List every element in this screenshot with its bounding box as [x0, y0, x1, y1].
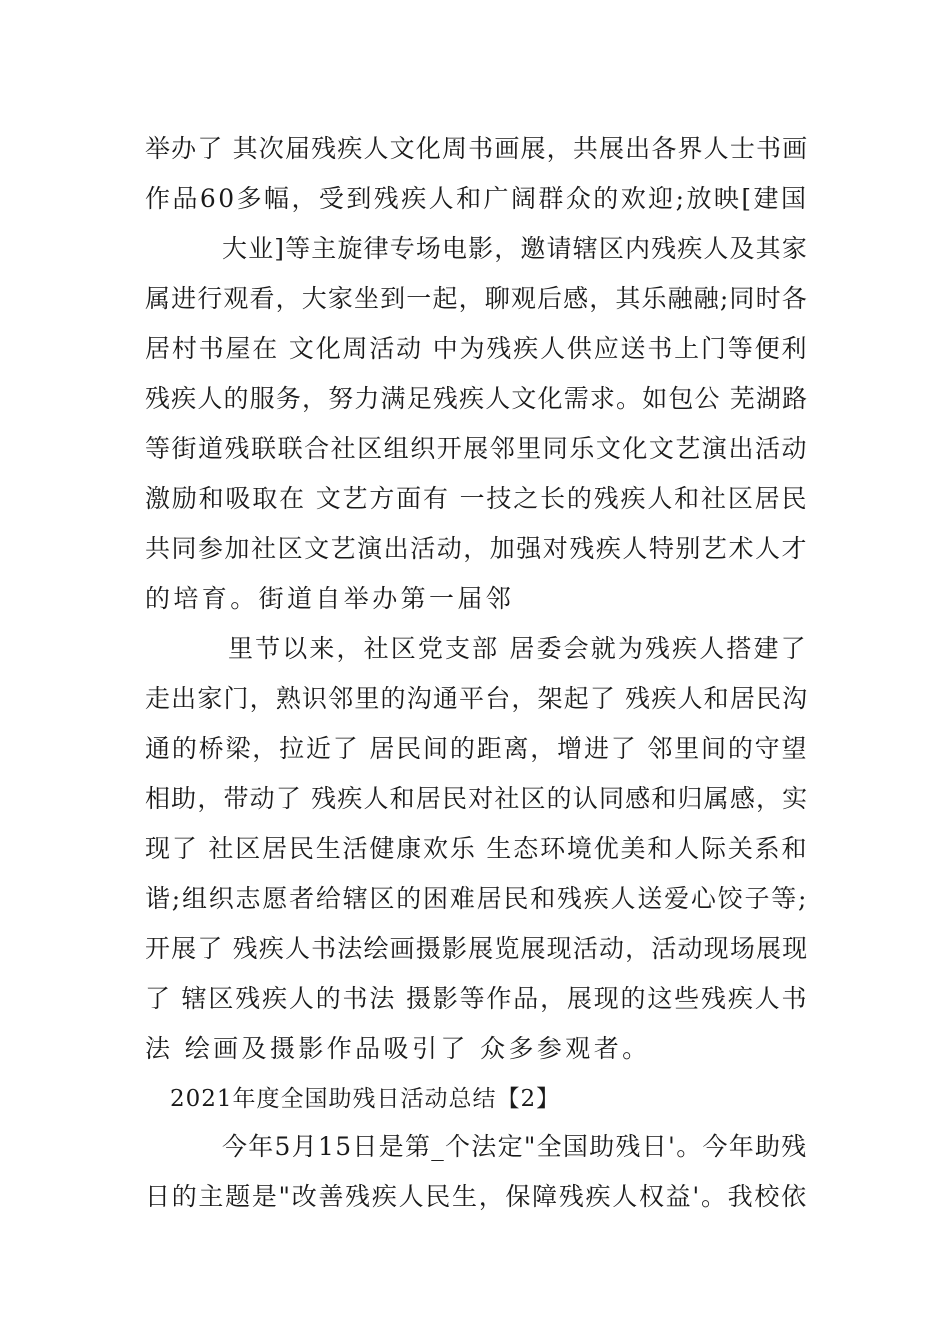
paragraph-4-line-1: 今年5月15日是第_个法定"全国助残日'。今年助残	[222, 1132, 808, 1161]
paragraph-3-line-7: 开展了 残疾人书法绘画摄影展览展现活动，活动现场展现	[145, 934, 809, 963]
paragraph-1-line-2: 作品60多幅，受到残疾人和广阔群众的欢迎;放映[建国	[145, 184, 809, 213]
paragraph-3-line-8: 了 辖区残疾人的书法 摄影等作品，展现的这些残疾人书	[145, 984, 809, 1013]
paragraph-2-line-5: 等街道残联联合社区组织开展邻里同乐文化文艺演出活动	[145, 434, 809, 463]
paragraph-3-line-6: 谐;组织志愿者给辖区的困难居民和残疾人送爱心饺子等;	[145, 884, 809, 913]
paragraph-2-line-2: 属进行观看，大家坐到一起，聊观后感，其乐融融;同时各	[145, 284, 808, 313]
paragraph-2-line-1: 大业]等主旋律专场电影，邀请辖区内残疾人及其家	[222, 234, 808, 263]
paragraph-2-line-6: 激励和吸取在 文艺方面有 一技之长的残疾人和社区居民	[145, 484, 809, 513]
paragraph-4-line-2: 日的主题是"改善残疾人民生，保障残疾人权益'。我校依	[145, 1182, 808, 1211]
paragraph-2-line-3: 居村书屋在 文化周活动 中为残疾人供应送书上门等便利	[145, 334, 809, 363]
paragraph-3-line-5: 现了 社区居民生活健康欢乐 生态环境优美和人际关系和	[145, 834, 809, 863]
paragraph-1-line-1: 举办了 其次届残疾人文化周书画展，共展出各界人士书画	[145, 134, 809, 163]
paragraph-2-line-8: 的培育。街道自举办第一届邻	[145, 584, 515, 613]
paragraph-2-line-7: 共同参加社区文艺演出活动，加强对残疾人特别艺术人才	[145, 534, 809, 563]
section-heading: 2021年度全国助残日活动总结【2】	[170, 1086, 561, 1112]
paragraph-3-line-9: 法 绘画及摄影作品吸引了 众多参观者。	[145, 1034, 651, 1063]
paragraph-3-line-1: 里节以来，社区党支部 居委会就为残疾人搭建了	[228, 634, 808, 663]
paragraph-3-line-3: 通的桥梁，拉近了 居民间的距离，增进了 邻里间的守望	[145, 734, 809, 763]
paragraph-3-line-4: 相助，带动了 残疾人和居民对社区的认同感和归属感，实	[145, 784, 809, 813]
paragraph-3-line-2: 走出家门，熟识邻里的沟通平台，架起了 残疾人和居民沟	[145, 684, 809, 713]
paragraph-2-line-4: 残疾人的服务，努力满足残疾人文化需求。如包公 芜湖路	[145, 384, 809, 413]
